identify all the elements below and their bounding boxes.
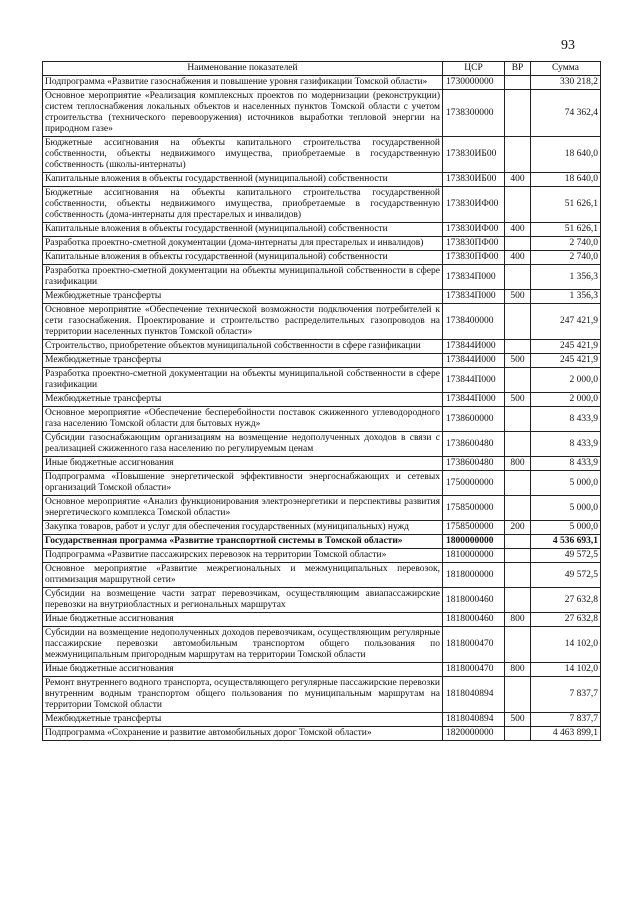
cell-csr: 173830ИФ00 [443, 223, 505, 237]
cell-name: Бюджетные ассигнования на объекты капитального строительства государственной собственности, объекты недвижимого имущества, приобретаемые в государственную собственность (школы-интернаты) [43, 137, 443, 173]
cell-sum: 1 356,3 [531, 265, 601, 290]
cell-name: Разработка проектно-сметной документации на объекты муниципальной собственности в сфере газификации [43, 368, 443, 393]
cell-sum: 14 102,0 [531, 663, 601, 677]
cell-vr [505, 535, 531, 549]
cell-csr: 173844П000 [443, 368, 505, 393]
table-row [43, 187, 601, 223]
cell-name: Субсидии на возмещение недополученных доходов перевозчикам, осуществляющим регулярные пассажирские перевозки автомобильным транспортом общего пользования по межмуниципальным пригородным маршрутам на территории Томской области [43, 627, 443, 663]
cell-csr: 1738600480 [443, 432, 505, 457]
cell-vr [505, 727, 531, 741]
table-row [43, 407, 601, 432]
cell-vr [505, 340, 531, 354]
table-row [43, 471, 601, 496]
table-row [43, 393, 601, 407]
cell-sum: 14 102,0 [531, 627, 601, 663]
cell-name: Ремонт внутреннего водного транспорта, осуществляющего регулярные пассажирские перевозки внутренним водным транспортом общего пользования по муниципальным маршрутам на территории Томской области [43, 677, 443, 713]
cell-csr: 1730000000 [443, 76, 505, 90]
cell-vr: 200 [505, 521, 531, 535]
cell-name: Иные бюджетные ассигнования [43, 457, 443, 471]
cell-sum: 8 433,9 [531, 407, 601, 432]
cell-csr: 173834П000 [443, 265, 505, 290]
table-row [43, 354, 601, 368]
cell-name: Капитальные вложения в объекты государственной (муниципальной) собственности [43, 251, 443, 265]
table-row [43, 613, 601, 627]
cell-csr: 1818000460 [443, 613, 505, 627]
table-body [43, 76, 601, 741]
cell-name: Иные бюджетные ассигнования [43, 613, 443, 627]
cell-vr: 400 [505, 223, 531, 237]
cell-csr: 173844И000 [443, 340, 505, 354]
cell-csr: 1750000000 [443, 471, 505, 496]
table-row [43, 457, 601, 471]
cell-sum: 7 837,7 [531, 713, 601, 727]
cell-sum: 51 626,1 [531, 187, 601, 223]
cell-name: Субсидии на возмещение части затрат перевозчикам, осуществляющим авиапассажирские перевозки на внутриобластных и региональных маршрутах [43, 588, 443, 613]
table-row [43, 304, 601, 340]
table-row [43, 663, 601, 677]
cell-name: Капитальные вложения в объекты государственной (муниципальной) собственности [43, 223, 443, 237]
table-row [43, 496, 601, 521]
cell-vr [505, 677, 531, 713]
cell-vr: 500 [505, 393, 531, 407]
cell-vr [505, 304, 531, 340]
cell-sum: 18 640,0 [531, 173, 601, 187]
cell-sum: 8 433,9 [531, 432, 601, 457]
cell-sum: 5 000,0 [531, 496, 601, 521]
cell-csr: 173830ИБ00 [443, 137, 505, 173]
table-row [43, 137, 601, 173]
cell-vr: 800 [505, 663, 531, 677]
cell-name: Капитальные вложения в объекты государственной (муниципальной) собственности [43, 173, 443, 187]
cell-vr [505, 187, 531, 223]
cell-sum: 49 572,5 [531, 549, 601, 563]
cell-vr: 500 [505, 354, 531, 368]
cell-name: Разработка проектно-сметной документации (дома-интернаты для престарелых и инвалидов) [43, 237, 443, 251]
table-row [43, 290, 601, 304]
cell-sum: 245 421,9 [531, 340, 601, 354]
cell-vr [505, 588, 531, 613]
header-csr: ЦСР [443, 62, 505, 76]
cell-name: Межбюджетные трансферты [43, 713, 443, 727]
cell-csr: 1810000000 [443, 549, 505, 563]
cell-csr: 1800000000 [443, 535, 505, 549]
cell-csr: 1738600480 [443, 457, 505, 471]
cell-csr: 173844П000 [443, 393, 505, 407]
cell-csr: 1818040894 [443, 713, 505, 727]
cell-csr: 1738600000 [443, 407, 505, 432]
cell-name: Подпрограмма «Повышение энергетической эффективности энергоснабжающих и сетевых организаций Томской области» [43, 471, 443, 496]
cell-sum: 18 640,0 [531, 137, 601, 173]
cell-vr [505, 432, 531, 457]
cell-name: Бюджетные ассигнования на объекты капитального строительства государственной собственности, объекты недвижимого имущества, приобретаемые в государственную собственность (дома-интернаты для престарелых и инвалидов) [43, 187, 443, 223]
cell-name: Межбюджетные трансферты [43, 393, 443, 407]
cell-name: Межбюджетные трансферты [43, 290, 443, 304]
cell-sum: 2 740,0 [531, 251, 601, 265]
cell-csr: 1758500000 [443, 521, 505, 535]
table-row [43, 627, 601, 663]
table-row [43, 237, 601, 251]
cell-vr: 500 [505, 290, 531, 304]
cell-sum: 5 000,0 [531, 521, 601, 535]
cell-name: Подпрограмма «Сохранение и развитие автомобильных дорог Томской области» [43, 727, 443, 741]
table-row [43, 677, 601, 713]
cell-name: Основное мероприятие «Обеспечение бесперебойности поставок сжиженного углеводородного газа населению Томской области для бытовых нужд» [43, 407, 443, 432]
cell-csr: 1820000000 [443, 727, 505, 741]
cell-name: Основное мероприятие «Обеспечение технической возможности подключения потребителей к сети газоснабжения. Проектирование и строительство распределительных газопроводов на территории населенных пунктов Томской области» [43, 304, 443, 340]
cell-vr: 800 [505, 613, 531, 627]
cell-vr [505, 265, 531, 290]
page-number: 93 [561, 38, 575, 53]
cell-sum: 2 000,0 [531, 393, 601, 407]
table-row [43, 727, 601, 741]
cell-sum: 27 632,8 [531, 613, 601, 627]
header-sum: Сумма [531, 62, 601, 76]
table-row [43, 265, 601, 290]
cell-vr: 400 [505, 251, 531, 265]
cell-csr: 1818000470 [443, 663, 505, 677]
cell-csr: 1818000460 [443, 588, 505, 613]
cell-name: Субсидии газоснабжающим организациям на возмещение недополученных доходов в связи с реализацией сжиженного газа населению по регулируемым ценам [43, 432, 443, 457]
cell-vr [505, 368, 531, 393]
cell-vr [505, 549, 531, 563]
cell-sum: 245 421,9 [531, 354, 601, 368]
table-row [43, 340, 601, 354]
cell-sum: 1 356,3 [531, 290, 601, 304]
table-header-row [43, 62, 601, 76]
cell-csr: 1818040894 [443, 677, 505, 713]
table-row [43, 588, 601, 613]
cell-csr: 173830ПФ00 [443, 251, 505, 265]
cell-csr: 173844И000 [443, 354, 505, 368]
table-row [43, 173, 601, 187]
table-row [43, 549, 601, 563]
table-row [43, 223, 601, 237]
table-row [43, 432, 601, 457]
cell-sum: 2 740,0 [531, 237, 601, 251]
cell-vr [505, 471, 531, 496]
cell-name: Закупка товаров, работ и услуг для обеспечения государственных (муниципальных) нужд [43, 521, 443, 535]
table-row [43, 563, 601, 588]
cell-csr: 1738300000 [443, 90, 505, 137]
cell-name: Подпрограмма «Развитие газоснабжения и повышение уровня газификации Томской области» [43, 76, 443, 90]
header-vr: ВР [505, 62, 531, 76]
cell-sum: 8 433,9 [531, 457, 601, 471]
table-row [43, 368, 601, 393]
cell-csr: 173830ПФ00 [443, 237, 505, 251]
cell-sum: 2 000,0 [531, 368, 601, 393]
cell-csr: 1818000470 [443, 627, 505, 663]
cell-name: Разработка проектно-сметной документации на объекты муниципальной собственности в сфере газификации [43, 265, 443, 290]
cell-name: Подпрограмма «Развитие пассажирских перевозок на территории Томской области» [43, 549, 443, 563]
cell-vr [505, 496, 531, 521]
cell-name: Межбюджетные трансферты [43, 354, 443, 368]
cell-sum: 27 632,8 [531, 588, 601, 613]
cell-name: Строительство, приобретение объектов муниципальной собственности в сфере газификации [43, 340, 443, 354]
cell-sum: 4 463 899,1 [531, 727, 601, 741]
table-row [43, 76, 601, 90]
cell-sum: 74 362,4 [531, 90, 601, 137]
cell-csr: 1818000000 [443, 563, 505, 588]
table-row [43, 90, 601, 137]
cell-sum: 247 421,9 [531, 304, 601, 340]
budget-table [42, 61, 601, 741]
cell-name: Государственная программа «Развитие транспортной системы в Томской области» [43, 535, 443, 549]
cell-name: Основное мероприятие «Анализ функционирования электроэнергетики и перспективы развития энергетического комплекса Томской области» [43, 496, 443, 521]
cell-vr [505, 137, 531, 173]
cell-vr [505, 237, 531, 251]
table-row [43, 521, 601, 535]
cell-sum: 7 837,7 [531, 677, 601, 713]
cell-name: Основное мероприятие «Развитие межрегиональных и межмуниципальных перевозок, оптимизация маршрутной сети» [43, 563, 443, 588]
cell-sum: 5 000,0 [531, 471, 601, 496]
cell-vr [505, 627, 531, 663]
cell-vr [505, 76, 531, 90]
cell-sum: 51 626,1 [531, 223, 601, 237]
table-row [43, 535, 601, 549]
cell-csr: 1738400000 [443, 304, 505, 340]
cell-vr: 500 [505, 713, 531, 727]
cell-name: Основное мероприятие «Реализация комплексных проектов по модернизации (реконструкции) систем теплоснабжения локальных объектов и населенных пунктов Томской области с учетом строительства (технического перевооружения) источников выработки тепловой энергии на природном газе» [43, 90, 443, 137]
cell-csr: 1758500000 [443, 496, 505, 521]
cell-vr: 400 [505, 173, 531, 187]
cell-vr [505, 407, 531, 432]
table-row [43, 251, 601, 265]
table-row [43, 713, 601, 727]
cell-csr: 173830ИБ00 [443, 173, 505, 187]
cell-vr: 800 [505, 457, 531, 471]
cell-vr [505, 90, 531, 137]
cell-sum: 4 536 693,1 [531, 535, 601, 549]
cell-name: Иные бюджетные ассигнования [43, 663, 443, 677]
cell-sum: 330 218,2 [531, 76, 601, 90]
cell-vr [505, 563, 531, 588]
cell-sum: 49 572,5 [531, 563, 601, 588]
cell-csr: 173830ИФ00 [443, 187, 505, 223]
cell-csr: 173834П000 [443, 290, 505, 304]
header-name: Наименование показателей [43, 62, 443, 76]
